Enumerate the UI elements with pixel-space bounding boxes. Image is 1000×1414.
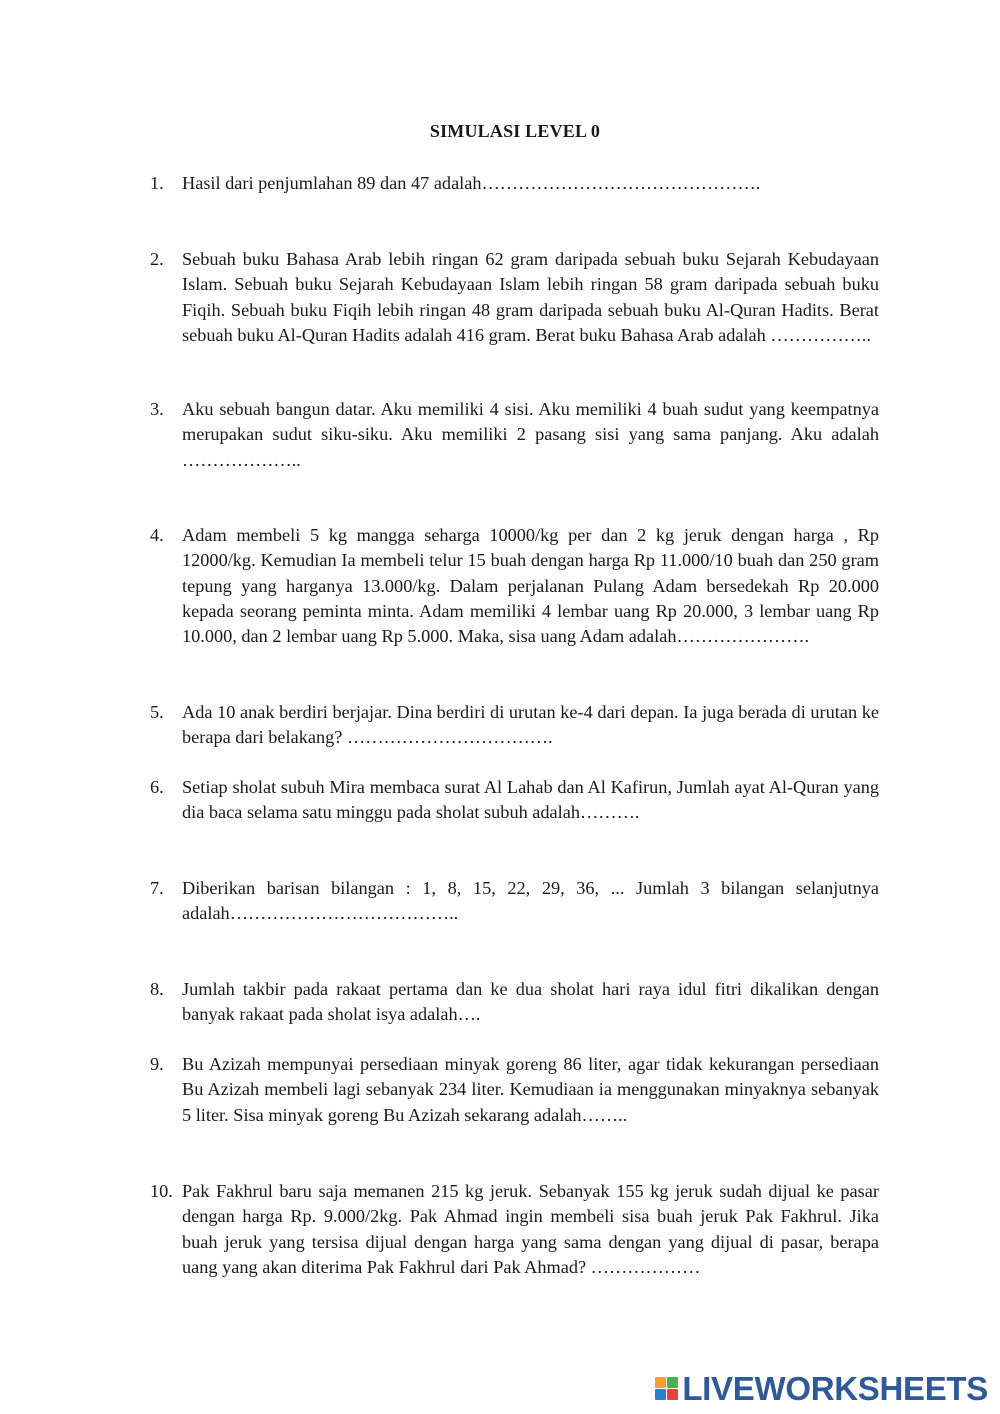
logo-square-blue [655, 1389, 666, 1400]
logo-square-green [667, 1377, 678, 1388]
question-9 [150, 1052, 879, 1128]
liveworksheets-logo-icon [655, 1377, 678, 1400]
question-8 [150, 977, 879, 1028]
page-title: SIMULASI LEVEL 0 [429, 121, 601, 141]
question-number: 10. [150, 1181, 173, 1201]
question-number: 2. [150, 249, 164, 269]
question-2 [150, 247, 879, 348]
question-number: 9. [150, 1054, 164, 1074]
question-4 [150, 523, 879, 649]
question-7 [150, 876, 879, 927]
question-number: 5. [150, 702, 164, 722]
question-text: Aku sebuah bangun datar. Aku memiliki 4 sisi. Aku memiliki 4 buah sudut yang keempatnya merupakan sudut siku-siku. Aku memiliki 2 pasang sisi yang sama panjang. Aku adalah ……………….. [182, 399, 879, 470]
question-10 [150, 1179, 879, 1280]
question-number: 8. [150, 979, 164, 999]
question-text: Ada 10 anak berdiri berjajar. Dina berdiri di urutan ke-4 dari depan. Ia juga berada di urutan ke berapa dari belakang? ……………………………. [182, 702, 879, 748]
question-number: 1. [150, 173, 164, 193]
question-text: Bu Azizah mempunyai persediaan minyak goreng 86 liter, agar tidak kekurangan persediaan Bu Azizah membeli lagi sebanyak 234 liter. Kemudiaan ia menggunakan minyaknya sebanyak 5 liter. Sisa minyak goreng Bu Azizah sekarang adalah…….. [182, 1054, 879, 1125]
question-3 [150, 397, 879, 473]
question-text: Pak Fakhrul baru saja memanen 215 kg jeruk. Sebanyak 155 kg jeruk sudah dijual ke pasar dengan harga Rp. 9.000/2kg. Pak Ahmad ingin membeli sisa buah jeruk Pak Fakhrul. Jika buah jeruk yang tersisa dijual dengan harga yang sama dengan yang dijual di pasar, berapa uang yang akan diterima Pak Fakhrul dari Pak Ahmad? ……………… [182, 1181, 879, 1277]
question-number: 7. [150, 878, 164, 898]
question-5 [150, 700, 879, 751]
question-text: Jumlah takbir pada rakaat pertama dan ke dua sholat hari raya idul fitri dikalikan dengan banyak rakaat pada sholat isya adalah…. [182, 979, 879, 1025]
question-number: 6. [150, 777, 164, 797]
question-number: 3. [150, 399, 164, 419]
question-number: 4. [150, 525, 164, 545]
question-1 [150, 171, 879, 196]
logo-square-orange [655, 1377, 666, 1388]
question-text: Diberikan barisan bilangan : 1, 8, 15, 22, 29, 36, ... Jumlah 3 bilangan selanjutnya adalah……………………………….. [182, 878, 879, 924]
logo-square-red [667, 1389, 678, 1400]
question-6 [150, 775, 879, 826]
question-text: Sebuah buku Bahasa Arab lebih ringan 62 gram daripada sebuah buku Sejarah Kebudayaan Islam. Sebuah buku Sejarah Kebudayaan Islam lebih ringan 58 gram daripada sebuah buku Fiqih. Sebuah buku Fiqih lebih ringan 48 gram daripada sebuah buku Al-Quran Hadits. Berat sebuah buku Al-Quran Hadits adalah 416 gram. Berat buku Bahasa Arab adalah …………….. [182, 249, 879, 345]
logo-text: LIVEWORKSHEETS [682, 1370, 988, 1407]
question-text: Hasil dari penjumlahan 89 dan 47 adalah………………………………………. [182, 173, 761, 193]
liveworksheets-logo [655, 1372, 988, 1405]
question-text: Setiap sholat subuh Mira membaca surat Al Lahab dan Al Kafirun, Jumlah ayat Al-Quran yang dia baca selama satu minggu pada sholat subuh adalah………. [182, 777, 879, 823]
question-text: Adam membeli 5 kg mangga seharga 10000/kg per dan 2 kg jeruk dengan harga , Rp 12000/kg. Kemudian Ia membeli telur 15 buah dengan harga Rp 11.000/10 buah dan 250 gram tepung yang harganya 13.000/kg. Dalam perjalanan Pulang Adam bersedekah Rp 20.000 kepada seorang peminta minta. Adam memiliki 4 lembar uang Rp 20.000, 3 lembar uang Rp 10.000, dan 2 lembar uang Rp 5.000. Maka, sisa uang Adam adalah…………………. [182, 525, 879, 647]
